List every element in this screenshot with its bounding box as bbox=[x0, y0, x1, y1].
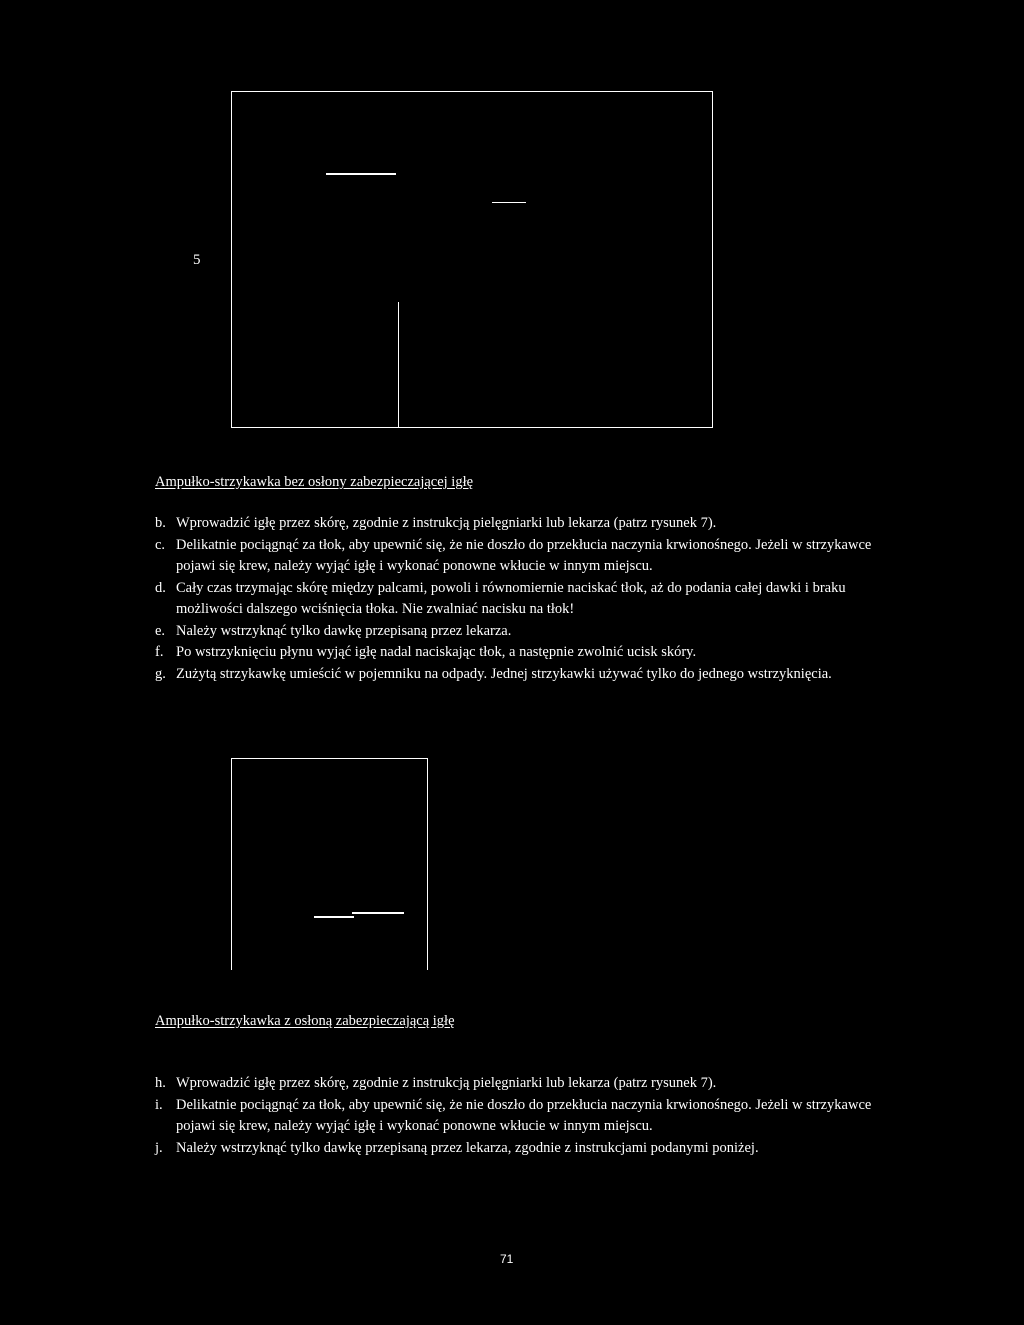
item-text: Delikatnie pociągnąć za tłok, aby upewnić się, że nie doszło do przekłucia naczynia krwionośnego. Jeżeli w strzykawce pojawi się krew, należy wyjąć igłę i wykonać ponowne wkłucie w innym miejscu. bbox=[176, 536, 872, 574]
list-item bbox=[155, 513, 875, 535]
item-letter: h. bbox=[155, 1075, 166, 1091]
item-letter: f. bbox=[155, 644, 164, 660]
figure-line-mark bbox=[326, 173, 396, 175]
item-text: Należy wstrzyknąć tylko dawkę przepisaną przez lekarza. bbox=[176, 622, 512, 639]
item-text: Cały czas trzymając skórę między palcami, powoli i równomiernie naciskać tłok, aż do podania całej dawki i braku możliwości dalszego wciśnięcia tłoka. Nie zwalniać nacisku na tłok! bbox=[176, 579, 846, 617]
instruction-list-with-guard bbox=[155, 1073, 875, 1159]
instruction-list-no-guard bbox=[155, 513, 875, 685]
item-letter: g. bbox=[155, 665, 166, 682]
figure-line-mark bbox=[398, 302, 399, 427]
item-text: Delikatnie pociągnąć za tłok, aby upewnić się, że nie doszło do przekłucia naczynia krwionośnego. Jeżeli w strzykawce pojawi się krew, należy wyjąć igłę i wykonać ponowne wkłucie w innym miejscu. bbox=[176, 1096, 872, 1134]
item-letter: c. bbox=[155, 536, 166, 553]
list-item bbox=[155, 642, 875, 664]
figure-number: 5 bbox=[193, 252, 201, 268]
item-letter: d. bbox=[155, 579, 166, 596]
list-item bbox=[155, 1138, 875, 1160]
figure-line-mark bbox=[492, 202, 526, 203]
item-text: Wprowadzić igłę przez skórę, zgodnie z instrukcją pielęgniarki lub lekarza (patrz rysunek 7). bbox=[176, 515, 717, 531]
item-letter: e. bbox=[155, 622, 166, 639]
list-item bbox=[155, 621, 875, 643]
figure-line-mark bbox=[314, 916, 354, 918]
item-letter: j. bbox=[155, 1139, 163, 1156]
figure-line-mark bbox=[352, 912, 404, 914]
item-letter: b. bbox=[155, 515, 166, 531]
list-item bbox=[155, 664, 875, 686]
item-text: Należy wstrzyknąć tylko dawkę przepisaną przez lekarza, zgodnie z instrukcjami podanymi poniżej. bbox=[176, 1139, 759, 1156]
item-text: Po wstrzyknięciu płynu wyjąć igłę nadal naciskając tłok, a następnie zwolnić ucisk skóry. bbox=[176, 644, 697, 660]
item-letter: i. bbox=[155, 1096, 163, 1113]
figure-syringe-injection bbox=[231, 91, 713, 428]
figure-syringe-guard bbox=[231, 758, 428, 970]
section-heading-no-guard: Ampułko-strzykawka bez osłony zabezpieczającej igłę bbox=[155, 474, 474, 490]
list-item bbox=[155, 1073, 875, 1095]
list-item bbox=[155, 535, 875, 578]
list-item bbox=[155, 1095, 875, 1138]
item-text: Zużytą strzykawkę umieścić w pojemniku na odpady. Jednej strzykawki używać tylko do jednego wstrzyknięcia. bbox=[176, 665, 832, 682]
page-number: 71 bbox=[500, 1252, 514, 1266]
item-text: Wprowadzić igłę przez skórę, zgodnie z instrukcją pielęgniarki lub lekarza (patrz rysunek 7). bbox=[176, 1075, 717, 1091]
section-heading-with-guard: Ampułko-strzykawka z osłoną zabezpieczającą igłę bbox=[155, 1013, 455, 1029]
list-item bbox=[155, 578, 875, 621]
